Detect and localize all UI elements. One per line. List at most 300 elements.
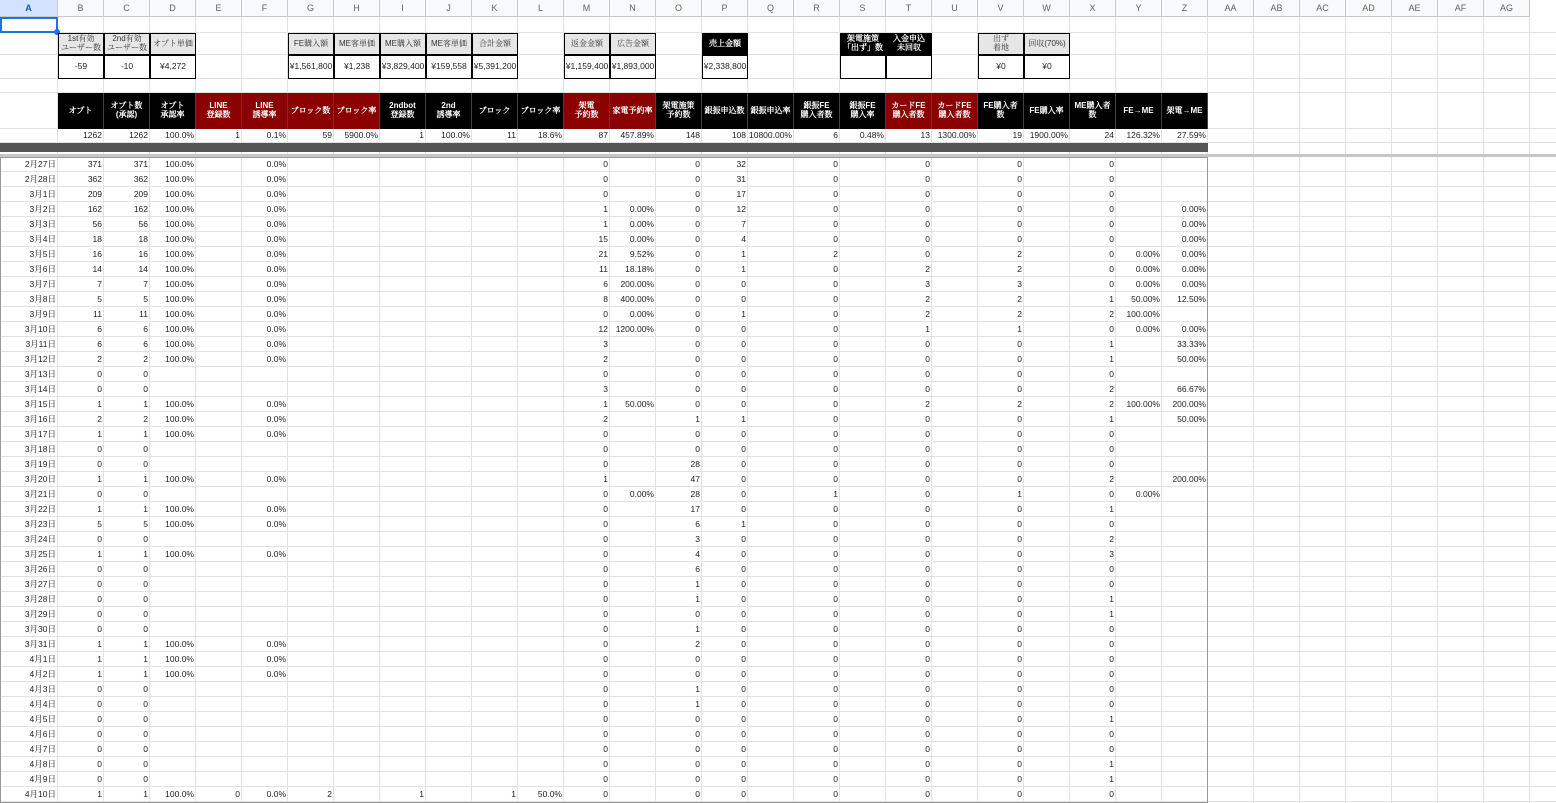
daily-x[interactable]: 0 xyxy=(1109,158,1114,169)
daily-x[interactable]: 0 xyxy=(1109,188,1114,199)
daily-date[interactable]: 3月12日 xyxy=(24,353,56,364)
daily-v[interactable]: 0 xyxy=(1017,713,1022,724)
daily-o[interactable]: 0 xyxy=(695,653,700,664)
daily-b[interactable]: 371 xyxy=(87,158,102,169)
daily-v[interactable]: 0 xyxy=(1017,458,1022,469)
daily-n[interactable]: 50.00% xyxy=(625,398,654,409)
daily-n[interactable]: 9.52% xyxy=(629,248,654,259)
daily-d[interactable]: 100.0% xyxy=(165,248,194,259)
daily-c[interactable]: 0 xyxy=(143,758,148,769)
daily-r[interactable]: 0 xyxy=(833,188,838,199)
daily-p[interactable]: 0 xyxy=(741,443,746,454)
daily-x[interactable]: 2 xyxy=(1109,473,1114,484)
daily-date[interactable]: 3月11日 xyxy=(25,338,56,349)
daily-c[interactable]: 7 xyxy=(143,278,148,289)
daily-x[interactable]: 0 xyxy=(1109,788,1114,799)
daily-y[interactable]: 100.00% xyxy=(1126,398,1160,409)
daily-x[interactable]: 1 xyxy=(1109,773,1114,784)
daily-r[interactable]: 1 xyxy=(833,488,838,499)
daily-v[interactable]: 0 xyxy=(1017,503,1022,514)
daily-m[interactable]: 1 xyxy=(603,203,608,214)
daily-b[interactable]: 5 xyxy=(97,293,102,304)
total-j[interactable]: 100.0% xyxy=(441,130,470,141)
daily-r[interactable]: 0 xyxy=(833,338,838,349)
daily-c[interactable]: 18 xyxy=(138,233,148,244)
daily-v[interactable]: 0 xyxy=(1017,773,1022,784)
daily-d[interactable]: 100.0% xyxy=(165,398,194,409)
daily-c[interactable]: 0 xyxy=(143,443,148,454)
daily-o[interactable]: 1 xyxy=(695,593,700,604)
daily-n[interactable]: 18.18% xyxy=(625,263,654,274)
daily-r[interactable]: 0 xyxy=(833,728,838,739)
daily-b[interactable]: 209 xyxy=(87,188,102,199)
daily-g[interactable]: 2 xyxy=(327,788,332,799)
daily-i[interactable]: 1 xyxy=(419,788,424,799)
daily-o[interactable]: 4 xyxy=(695,548,700,559)
daily-o[interactable]: 0 xyxy=(695,758,700,769)
daily-b[interactable]: 0 xyxy=(97,488,102,499)
daily-date[interactable]: 3月15日 xyxy=(24,398,56,409)
daily-x[interactable]: 0 xyxy=(1109,323,1114,334)
daily-p[interactable]: 4 xyxy=(741,233,746,244)
daily-date[interactable]: 4月2日 xyxy=(29,668,56,679)
daily-c[interactable]: 0 xyxy=(143,578,148,589)
daily-m[interactable]: 0 xyxy=(603,608,608,619)
daily-x[interactable]: 0 xyxy=(1109,728,1114,739)
daily-n[interactable]: 0.00% xyxy=(629,218,654,229)
column-header-w[interactable]: W xyxy=(1024,0,1070,17)
daily-d[interactable]: 100.0% xyxy=(165,353,194,364)
daily-c[interactable]: 0 xyxy=(143,728,148,739)
daily-v[interactable]: 0 xyxy=(1017,428,1022,439)
daily-x[interactable]: 0 xyxy=(1109,743,1114,754)
daily-t[interactable]: 0 xyxy=(925,593,930,604)
daily-v[interactable]: 0 xyxy=(1017,533,1022,544)
daily-v[interactable]: 1 xyxy=(1017,323,1022,334)
daily-p[interactable]: 0 xyxy=(741,698,746,709)
daily-v[interactable]: 0 xyxy=(1017,653,1022,664)
daily-b[interactable]: 1 xyxy=(97,398,102,409)
daily-v[interactable]: 0 xyxy=(1017,413,1022,424)
daily-m[interactable]: 1 xyxy=(603,473,608,484)
daily-x[interactable]: 0 xyxy=(1109,638,1114,649)
daily-date[interactable]: 3月20日 xyxy=(24,473,56,484)
daily-o[interactable]: 0 xyxy=(695,278,700,289)
daily-c[interactable]: 1 xyxy=(143,668,148,679)
total-w[interactable]: 1900.00% xyxy=(1029,130,1068,141)
daily-c[interactable]: 0 xyxy=(143,743,148,754)
column-header-ag[interactable]: AG xyxy=(1484,0,1530,17)
daily-m[interactable]: 0 xyxy=(603,668,608,679)
daily-p[interactable]: 1 xyxy=(741,413,746,424)
daily-c[interactable]: 0 xyxy=(143,698,148,709)
daily-x[interactable]: 2 xyxy=(1109,533,1114,544)
daily-f[interactable]: 0.0% xyxy=(266,248,286,259)
daily-b[interactable]: 0 xyxy=(97,743,102,754)
daily-b[interactable]: 6 xyxy=(97,338,102,349)
column-header-x[interactable]: X xyxy=(1070,0,1116,17)
daily-r[interactable]: 0 xyxy=(833,653,838,664)
daily-date[interactable]: 3月14日 xyxy=(24,383,56,394)
column-header-ac[interactable]: AC xyxy=(1300,0,1346,17)
column-header-q[interactable]: Q xyxy=(748,0,794,17)
daily-t[interactable]: 0 xyxy=(925,578,930,589)
daily-c[interactable]: 362 xyxy=(133,173,148,184)
daily-n[interactable]: 0.00% xyxy=(629,233,654,244)
daily-f[interactable]: 0.0% xyxy=(266,413,286,424)
daily-m[interactable]: 0 xyxy=(603,188,608,199)
daily-v[interactable]: 0 xyxy=(1017,233,1022,244)
daily-k[interactable]: 1 xyxy=(511,788,516,799)
daily-p[interactable]: 0 xyxy=(741,338,746,349)
daily-b[interactable]: 362 xyxy=(87,173,102,184)
daily-b[interactable]: 1 xyxy=(97,638,102,649)
daily-c[interactable]: 209 xyxy=(133,188,148,199)
daily-o[interactable]: 0 xyxy=(695,728,700,739)
daily-date[interactable]: 3月3日 xyxy=(29,218,56,229)
daily-r[interactable]: 0 xyxy=(833,443,838,454)
daily-v[interactable]: 0 xyxy=(1017,623,1022,634)
daily-b[interactable]: 1 xyxy=(97,428,102,439)
daily-v[interactable]: 2 xyxy=(1017,398,1022,409)
daily-o[interactable]: 1 xyxy=(695,698,700,709)
daily-m[interactable]: 11 xyxy=(599,263,608,274)
daily-f[interactable]: 0.0% xyxy=(266,308,286,319)
daily-t[interactable]: 0 xyxy=(925,683,930,694)
daily-p[interactable]: 0 xyxy=(741,713,746,724)
daily-r[interactable]: 2 xyxy=(833,248,838,259)
daily-b[interactable]: 0 xyxy=(97,563,102,574)
daily-p[interactable]: 0 xyxy=(741,758,746,769)
daily-z[interactable]: 12.50% xyxy=(1177,293,1206,304)
column-header-n[interactable]: N xyxy=(610,0,656,17)
daily-date[interactable]: 4月7日 xyxy=(29,743,56,754)
daily-b[interactable]: 0 xyxy=(97,383,102,394)
daily-r[interactable]: 0 xyxy=(833,458,838,469)
daily-d[interactable]: 100.0% xyxy=(165,278,194,289)
column-header-i[interactable]: I xyxy=(380,0,426,17)
daily-x[interactable]: 0 xyxy=(1109,563,1114,574)
daily-c[interactable]: 0 xyxy=(143,713,148,724)
total-z[interactable]: 27.59% xyxy=(1177,130,1206,141)
daily-o[interactable]: 2 xyxy=(695,638,700,649)
daily-x[interactable]: 0 xyxy=(1109,218,1114,229)
daily-date[interactable]: 3月29日 xyxy=(24,608,56,619)
daily-t[interactable]: 0 xyxy=(925,488,930,499)
daily-r[interactable]: 0 xyxy=(833,713,838,724)
daily-t[interactable]: 0 xyxy=(925,443,930,454)
daily-d[interactable]: 100.0% xyxy=(165,173,194,184)
daily-p[interactable]: 12 xyxy=(736,203,746,214)
daily-p[interactable]: 0 xyxy=(741,323,746,334)
daily-p[interactable]: 0 xyxy=(741,548,746,559)
daily-m[interactable]: 0 xyxy=(603,428,608,439)
daily-r[interactable]: 0 xyxy=(833,503,838,514)
daily-date[interactable]: 3月1日 xyxy=(29,188,56,199)
daily-t[interactable]: 2 xyxy=(925,308,930,319)
daily-x[interactable]: 0 xyxy=(1109,173,1114,184)
daily-d[interactable]: 100.0% xyxy=(165,188,194,199)
column-header-a[interactable]: A xyxy=(0,0,58,17)
daily-b[interactable]: 1 xyxy=(97,788,102,799)
daily-o[interactable]: 0 xyxy=(695,158,700,169)
daily-f[interactable]: 0.0% xyxy=(266,293,286,304)
daily-y[interactable]: 0.00% xyxy=(1135,323,1160,334)
daily-o[interactable]: 6 xyxy=(695,518,700,529)
daily-c[interactable]: 1 xyxy=(143,503,148,514)
total-s[interactable]: 0.48% xyxy=(859,130,884,141)
daily-p[interactable]: 0 xyxy=(741,368,746,379)
daily-b[interactable]: 11 xyxy=(93,308,102,319)
daily-t[interactable]: 0 xyxy=(925,188,930,199)
daily-v[interactable]: 0 xyxy=(1017,158,1022,169)
daily-v[interactable]: 0 xyxy=(1017,608,1022,619)
total-q[interactable]: 10800.00% xyxy=(748,130,792,141)
daily-b[interactable]: 7 xyxy=(97,278,102,289)
daily-v[interactable]: 0 xyxy=(1017,728,1022,739)
daily-b[interactable]: 0 xyxy=(97,713,102,724)
daily-o[interactable]: 1 xyxy=(695,578,700,589)
daily-m[interactable]: 0 xyxy=(603,563,608,574)
daily-v[interactable]: 0 xyxy=(1017,698,1022,709)
daily-m[interactable]: 2 xyxy=(603,413,608,424)
daily-y[interactable]: 0.00% xyxy=(1135,263,1160,274)
column-header-u[interactable]: U xyxy=(932,0,978,17)
daily-d[interactable]: 100.0% xyxy=(165,503,194,514)
daily-t[interactable]: 0 xyxy=(925,218,930,229)
daily-x[interactable]: 1 xyxy=(1109,593,1114,604)
daily-t[interactable]: 2 xyxy=(925,398,930,409)
summary-value-d[interactable]: ¥4,272 xyxy=(150,55,196,79)
daily-t[interactable]: 0 xyxy=(925,503,930,514)
daily-r[interactable]: 0 xyxy=(833,383,838,394)
daily-o[interactable]: 0 xyxy=(695,233,700,244)
daily-c[interactable]: 0 xyxy=(143,683,148,694)
daily-v[interactable]: 3 xyxy=(1017,278,1022,289)
daily-o[interactable]: 0 xyxy=(695,293,700,304)
daily-b[interactable]: 0 xyxy=(97,593,102,604)
daily-t[interactable]: 2 xyxy=(925,293,930,304)
column-header-h[interactable]: H xyxy=(334,0,380,17)
daily-v[interactable]: 0 xyxy=(1017,683,1022,694)
daily-d[interactable]: 100.0% xyxy=(165,788,194,799)
daily-date[interactable]: 4月10日 xyxy=(24,788,56,799)
daily-f[interactable]: 0.0% xyxy=(266,653,286,664)
daily-f[interactable]: 0.0% xyxy=(266,353,286,364)
daily-l[interactable]: 50.0% xyxy=(537,788,562,799)
daily-m[interactable]: 8 xyxy=(603,293,608,304)
daily-y[interactable]: 0.00% xyxy=(1135,278,1160,289)
daily-date[interactable]: 4月5日 xyxy=(29,713,56,724)
daily-o[interactable]: 0 xyxy=(695,203,700,214)
daily-m[interactable]: 0 xyxy=(603,653,608,664)
daily-t[interactable]: 0 xyxy=(925,668,930,679)
daily-m[interactable]: 0 xyxy=(603,443,608,454)
daily-t[interactable]: 0 xyxy=(925,608,930,619)
column-header-e[interactable]: E xyxy=(196,0,242,17)
daily-x[interactable]: 1 xyxy=(1109,413,1114,424)
daily-f[interactable]: 0.0% xyxy=(266,338,286,349)
daily-o[interactable]: 0 xyxy=(695,668,700,679)
daily-t[interactable]: 0 xyxy=(925,713,930,724)
daily-b[interactable]: 1 xyxy=(97,548,102,559)
daily-p[interactable]: 0 xyxy=(741,788,746,799)
daily-m[interactable]: 0 xyxy=(603,488,608,499)
daily-t[interactable]: 0 xyxy=(925,413,930,424)
daily-x[interactable]: 1 xyxy=(1109,353,1114,364)
daily-d[interactable]: 100.0% xyxy=(165,638,194,649)
daily-date[interactable]: 4月4日 xyxy=(29,698,56,709)
daily-o[interactable]: 0 xyxy=(695,248,700,259)
daily-d[interactable]: 100.0% xyxy=(165,218,194,229)
daily-p[interactable]: 0 xyxy=(741,458,746,469)
daily-r[interactable]: 0 xyxy=(833,308,838,319)
daily-p[interactable]: 0 xyxy=(741,653,746,664)
daily-v[interactable]: 0 xyxy=(1017,203,1022,214)
daily-c[interactable]: 6 xyxy=(143,338,148,349)
daily-t[interactable]: 0 xyxy=(925,788,930,799)
daily-p[interactable]: 0 xyxy=(741,503,746,514)
daily-b[interactable]: 1 xyxy=(97,503,102,514)
daily-m[interactable]: 0 xyxy=(603,683,608,694)
daily-p[interactable]: 1 xyxy=(741,308,746,319)
summary-value-b[interactable]: -59 xyxy=(58,55,104,79)
daily-b[interactable]: 2 xyxy=(97,353,102,364)
daily-z[interactable]: 200.00% xyxy=(1172,398,1206,409)
daily-f[interactable]: 0.0% xyxy=(266,398,286,409)
daily-o[interactable]: 47 xyxy=(690,473,700,484)
daily-c[interactable]: 0 xyxy=(143,608,148,619)
daily-date[interactable]: 3月19日 xyxy=(24,458,56,469)
daily-x[interactable]: 0 xyxy=(1109,488,1114,499)
daily-v[interactable]: 0 xyxy=(1017,338,1022,349)
daily-c[interactable]: 0 xyxy=(143,773,148,784)
daily-x[interactable]: 0 xyxy=(1109,668,1114,679)
daily-c[interactable]: 1 xyxy=(143,548,148,559)
daily-c[interactable]: 5 xyxy=(143,518,148,529)
daily-m[interactable]: 0 xyxy=(603,788,608,799)
total-m[interactable]: 87 xyxy=(598,130,608,141)
daily-d[interactable]: 100.0% xyxy=(165,428,194,439)
daily-r[interactable]: 0 xyxy=(833,608,838,619)
summary-value-i[interactable]: ¥3,829,400 xyxy=(380,55,426,79)
daily-y[interactable]: 100.00% xyxy=(1126,308,1160,319)
daily-f[interactable]: 0.0% xyxy=(266,203,286,214)
daily-r[interactable]: 0 xyxy=(833,158,838,169)
daily-m[interactable]: 0 xyxy=(603,593,608,604)
daily-v[interactable]: 2 xyxy=(1017,293,1022,304)
daily-v[interactable]: 0 xyxy=(1017,548,1022,559)
daily-m[interactable]: 0 xyxy=(603,713,608,724)
daily-x[interactable]: 0 xyxy=(1109,368,1114,379)
daily-o[interactable]: 17 xyxy=(690,503,700,514)
daily-v[interactable]: 0 xyxy=(1017,518,1022,529)
daily-z[interactable]: 200.00% xyxy=(1172,473,1206,484)
daily-m[interactable]: 0 xyxy=(603,773,608,784)
daily-m[interactable]: 0 xyxy=(603,458,608,469)
daily-p[interactable]: 0 xyxy=(741,563,746,574)
daily-c[interactable]: 2 xyxy=(143,353,148,364)
daily-x[interactable]: 2 xyxy=(1109,308,1114,319)
daily-b[interactable]: 0 xyxy=(97,623,102,634)
daily-t[interactable]: 0 xyxy=(925,383,930,394)
daily-d[interactable]: 100.0% xyxy=(165,308,194,319)
daily-d[interactable]: 100.0% xyxy=(165,653,194,664)
daily-o[interactable]: 0 xyxy=(695,398,700,409)
daily-t[interactable]: 0 xyxy=(925,473,930,484)
daily-t[interactable]: 0 xyxy=(925,548,930,559)
column-header-t[interactable]: T xyxy=(886,0,932,17)
total-r[interactable]: 6 xyxy=(833,130,838,141)
column-header-l[interactable]: L xyxy=(518,0,564,17)
daily-r[interactable]: 0 xyxy=(833,743,838,754)
daily-v[interactable]: 0 xyxy=(1017,218,1022,229)
daily-x[interactable]: 0 xyxy=(1109,428,1114,439)
daily-p[interactable]: 0 xyxy=(741,638,746,649)
daily-m[interactable]: 3 xyxy=(603,338,608,349)
daily-date[interactable]: 3月27日 xyxy=(24,578,56,589)
daily-v[interactable]: 2 xyxy=(1017,248,1022,259)
daily-r[interactable]: 0 xyxy=(833,668,838,679)
daily-r[interactable]: 0 xyxy=(833,293,838,304)
daily-b[interactable]: 56 xyxy=(92,218,102,229)
column-header-v[interactable]: V xyxy=(978,0,1024,17)
daily-n[interactable]: 0.00% xyxy=(629,203,654,214)
daily-r[interactable]: 0 xyxy=(833,773,838,784)
daily-o[interactable]: 6 xyxy=(695,563,700,574)
daily-t[interactable]: 0 xyxy=(925,233,930,244)
daily-d[interactable]: 100.0% xyxy=(165,338,194,349)
daily-m[interactable]: 0 xyxy=(603,548,608,559)
daily-x[interactable]: 1 xyxy=(1109,758,1114,769)
daily-c[interactable]: 1 xyxy=(143,428,148,439)
daily-p[interactable]: 0 xyxy=(741,278,746,289)
daily-b[interactable]: 0 xyxy=(97,608,102,619)
daily-date[interactable]: 2月28日 xyxy=(24,173,56,184)
daily-v[interactable]: 0 xyxy=(1017,563,1022,574)
daily-p[interactable]: 0 xyxy=(741,608,746,619)
daily-z[interactable]: 0.00% xyxy=(1181,263,1206,274)
daily-x[interactable]: 0 xyxy=(1109,248,1114,259)
daily-z[interactable]: 50.00% xyxy=(1177,353,1206,364)
daily-b[interactable]: 16 xyxy=(92,248,102,259)
daily-o[interactable]: 0 xyxy=(695,263,700,274)
daily-z[interactable]: 66.67% xyxy=(1177,383,1206,394)
daily-date[interactable]: 3月7日 xyxy=(29,278,56,289)
daily-p[interactable]: 0 xyxy=(741,593,746,604)
daily-o[interactable]: 0 xyxy=(695,338,700,349)
daily-m[interactable]: 0 xyxy=(603,503,608,514)
daily-date[interactable]: 3月17日 xyxy=(24,428,56,439)
daily-f[interactable]: 0.0% xyxy=(266,473,286,484)
daily-f[interactable]: 0.0% xyxy=(266,218,286,229)
daily-p[interactable]: 0 xyxy=(741,623,746,634)
daily-m[interactable]: 2 xyxy=(603,353,608,364)
daily-r[interactable]: 0 xyxy=(833,323,838,334)
daily-p[interactable]: 0 xyxy=(741,353,746,364)
daily-c[interactable]: 0 xyxy=(143,383,148,394)
daily-o[interactable]: 0 xyxy=(695,308,700,319)
total-x[interactable]: 24 xyxy=(1104,130,1114,141)
total-c[interactable]: 1262 xyxy=(129,130,148,141)
daily-b[interactable]: 0 xyxy=(97,758,102,769)
column-header-c[interactable]: C xyxy=(104,0,150,17)
daily-z[interactable]: 0.00% xyxy=(1181,218,1206,229)
daily-x[interactable]: 2 xyxy=(1109,383,1114,394)
daily-r[interactable]: 0 xyxy=(833,578,838,589)
daily-o[interactable]: 1 xyxy=(695,413,700,424)
daily-z[interactable]: 0.00% xyxy=(1181,248,1206,259)
